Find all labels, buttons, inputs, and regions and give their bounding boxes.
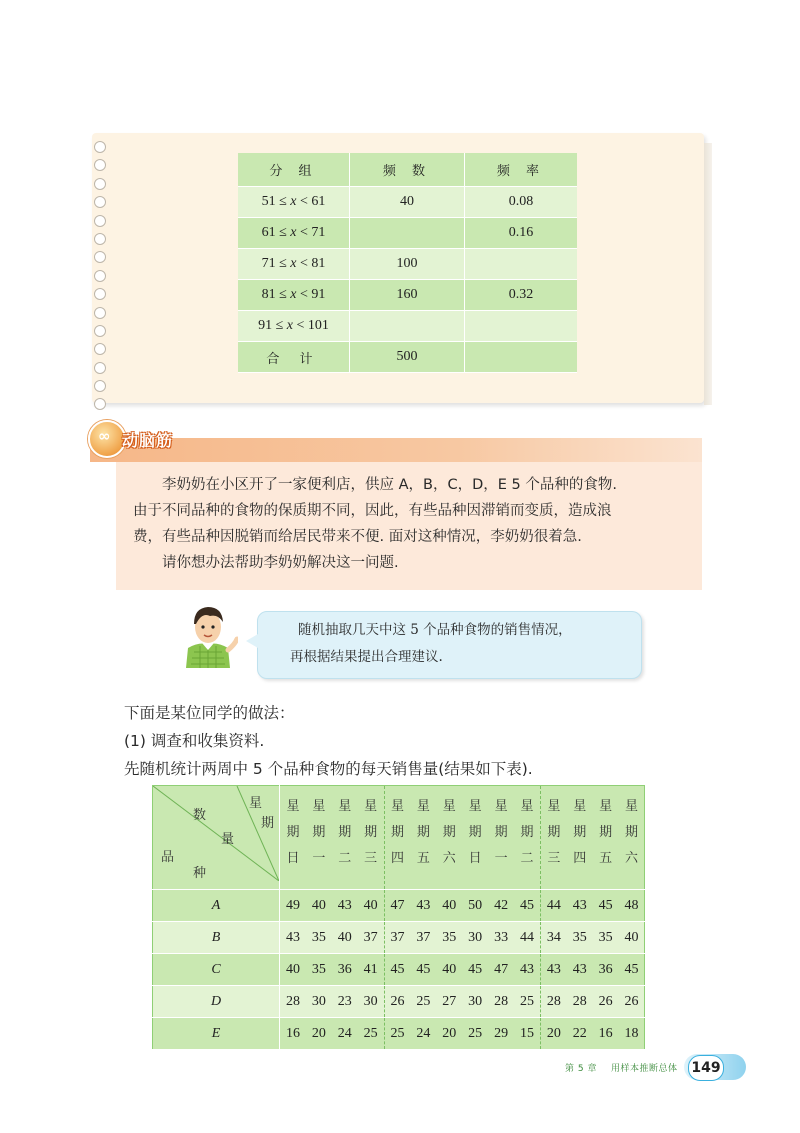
sales-value: 35 (306, 954, 332, 986)
sales-value: 28 (567, 986, 593, 1018)
sales-value: 43 (280, 922, 306, 954)
corner-cell (153, 786, 280, 890)
sales-value: 28 (488, 986, 514, 1018)
sales-value: 49 (280, 890, 306, 922)
range-low: 71 (261, 256, 276, 271)
food-kind-label: D (153, 986, 280, 1018)
brain-text (133, 472, 693, 576)
student-icon (178, 602, 238, 668)
total-label: 合 计 (238, 342, 350, 373)
sales-value: 40 (332, 922, 358, 954)
sales-value: 43 (540, 954, 566, 986)
page-number: 149 (688, 1055, 724, 1081)
sales-value: 28 (280, 986, 306, 1018)
rate-cell: 0.32 (465, 280, 578, 311)
sales-value: 23 (332, 986, 358, 1018)
brain-icon (88, 420, 126, 458)
sales-value: 43 (332, 890, 358, 922)
sales-value: 47 (488, 954, 514, 986)
sales-value: 25 (462, 1018, 488, 1050)
section-title: 动脑筋 (122, 431, 174, 450)
rate-cell: 0.08 (465, 187, 578, 218)
day-header: 星 期 一 (488, 786, 514, 890)
sales-value: 45 (384, 954, 410, 986)
food-kind-label: C (153, 954, 280, 986)
sales-value: 40 (280, 954, 306, 986)
sales-value: 37 (410, 922, 436, 954)
table-row (238, 249, 577, 280)
body-line: 下面是某位同学的做法： (124, 704, 295, 722)
day-header: 星 期 六 (619, 786, 645, 890)
count-cell: 160 (350, 280, 465, 311)
day-header: 星 期 日 (280, 786, 306, 890)
food-kind-label: A (153, 890, 280, 922)
bubble-line: 再根据结果提出合理建议. (290, 649, 443, 665)
table-row (153, 890, 645, 922)
day-header: 星 期 六 (436, 786, 462, 890)
sales-value: 20 (306, 1018, 332, 1050)
range-var: x (290, 287, 297, 302)
total-count: 500 (350, 342, 465, 373)
sales-value: 26 (593, 986, 619, 1018)
bubble-line: 随机抽取几天中这 5 个品种食物的销售情况， (298, 622, 572, 638)
sales-value: 44 (514, 922, 540, 954)
footer-text (565, 1061, 677, 1074)
sales-value: 44 (540, 890, 566, 922)
body-line: 先随机统计两周中 5 个品种食物的每天销售量(结果如下表). (124, 760, 533, 778)
frequency-table (238, 153, 577, 373)
range-high: 91 (311, 287, 326, 302)
ring-icon (94, 343, 106, 355)
sales-value: 16 (280, 1018, 306, 1050)
sales-value: 16 (593, 1018, 619, 1050)
range-var: x (286, 318, 293, 333)
sales-value: 15 (514, 1018, 540, 1050)
ring-icon (94, 325, 106, 337)
total-row (238, 342, 577, 373)
sales-value: 30 (358, 986, 384, 1018)
sales-table (152, 785, 645, 1050)
sales-value: 40 (436, 954, 462, 986)
footer-title: 用样本推断总体 (610, 1064, 678, 1074)
sales-value: 30 (462, 922, 488, 954)
total-rate (465, 342, 578, 373)
sales-value: 45 (462, 954, 488, 986)
sales-value: 43 (410, 890, 436, 922)
sales-value: 25 (358, 1018, 384, 1050)
range-var: x (290, 256, 297, 271)
range-low: 61 (261, 225, 276, 240)
day-header: 星 期 四 (567, 786, 593, 890)
rate-cell (465, 311, 578, 342)
ring-icon (94, 270, 106, 282)
corner-qty-label: 数 (193, 808, 207, 823)
group-range (238, 311, 350, 342)
table-row (153, 986, 645, 1018)
ring-icon (94, 141, 106, 153)
table-row (238, 218, 577, 249)
sales-value: 40 (358, 890, 384, 922)
range-low: 81 (261, 287, 276, 302)
brain-icon-glyph: ∞ (98, 427, 111, 445)
sales-value: 25 (410, 986, 436, 1018)
sales-value: 25 (514, 986, 540, 1018)
ring-icon (94, 307, 106, 319)
day-header: 星 期 一 (306, 786, 332, 890)
sales-body (153, 890, 645, 1050)
corner-day-label-1: 星 (249, 796, 263, 811)
food-kind-label: E (153, 1018, 280, 1050)
range-high: 71 (311, 225, 326, 240)
ring-icon (94, 380, 106, 392)
range-op: ≤ (272, 318, 287, 333)
sales-value: 35 (593, 922, 619, 954)
sales-value: 45 (619, 954, 645, 986)
sales-value: 40 (306, 890, 332, 922)
sales-value: 24 (410, 1018, 436, 1050)
sales-value: 30 (306, 986, 332, 1018)
frequency-header-row (238, 153, 577, 187)
sales-value: 35 (306, 922, 332, 954)
table-row (153, 1018, 645, 1050)
ring-icon (94, 251, 106, 263)
sales-value: 50 (462, 890, 488, 922)
range-var: x (290, 194, 297, 209)
header-count: 频 数 (350, 153, 465, 187)
sales-value: 48 (619, 890, 645, 922)
sales-value: 36 (332, 954, 358, 986)
day-header: 星 期 五 (593, 786, 619, 890)
range-high: 61 (311, 194, 326, 209)
ring-icon (94, 362, 106, 374)
sales-value: 40 (619, 922, 645, 954)
notebook-rings (94, 141, 108, 396)
range-op: < (296, 256, 312, 271)
corner-day-label-2: 期 (261, 816, 275, 831)
body-line: (1) 调查和收集资料. (124, 732, 265, 750)
table-row (238, 187, 577, 218)
brain-paragraph: 费，有些品种因脱销而给居民带来不便. 面对这种情况，李奶奶很着急. (133, 529, 582, 545)
sales-value: 37 (384, 922, 410, 954)
ring-icon (94, 288, 106, 300)
sales-value: 45 (514, 890, 540, 922)
brain-paragraph: 李奶奶在小区开了一家便利店，供应 A，B，C，D，E 5 个品种的食物. (162, 477, 617, 493)
range-op: < (296, 225, 312, 240)
range-op: ≤ (275, 225, 291, 240)
group-range (238, 280, 350, 311)
sales-value: 33 (488, 922, 514, 954)
day-header: 星 期 日 (462, 786, 488, 890)
sales-value: 43 (514, 954, 540, 986)
ring-icon (94, 178, 106, 190)
header-group: 分 组 (238, 153, 350, 187)
sales-value: 24 (332, 1018, 358, 1050)
range-high: 101 (307, 318, 329, 333)
sales-value: 35 (567, 922, 593, 954)
ring-icon (94, 196, 106, 208)
sales-value: 28 (540, 986, 566, 1018)
corner-kind-label: 品 (161, 850, 175, 865)
sales-value: 35 (436, 922, 462, 954)
count-cell: 100 (350, 249, 465, 280)
sales-value: 30 (462, 986, 488, 1018)
sales-value: 20 (436, 1018, 462, 1050)
ring-icon (94, 215, 106, 227)
range-op: ≤ (275, 287, 291, 302)
range-var: x (290, 225, 297, 240)
sales-value: 36 (593, 954, 619, 986)
corner-qty-label: 量 (221, 832, 235, 847)
table-row (238, 311, 577, 342)
brain-header-bar (90, 438, 702, 462)
rate-cell: 0.16 (465, 218, 578, 249)
range-op: < (296, 287, 312, 302)
sales-value: 42 (488, 890, 514, 922)
range-op: ≤ (275, 256, 291, 271)
rate-cell (465, 249, 578, 280)
sales-value: 34 (540, 922, 566, 954)
day-header: 星 期 二 (514, 786, 540, 890)
sales-value: 18 (619, 1018, 645, 1050)
range-high: 81 (311, 256, 326, 271)
count-cell (350, 311, 465, 342)
table-row (153, 954, 645, 986)
count-cell: 40 (350, 187, 465, 218)
sales-value: 47 (384, 890, 410, 922)
range-low: 51 (261, 194, 276, 209)
sales-value: 37 (358, 922, 384, 954)
sales-value: 43 (567, 954, 593, 986)
range-low: 91 (258, 318, 273, 333)
sales-value: 40 (436, 890, 462, 922)
table-row (238, 280, 577, 311)
day-header: 星 期 三 (540, 786, 566, 890)
sales-value: 27 (436, 986, 462, 1018)
group-range (238, 218, 350, 249)
sales-value: 45 (593, 890, 619, 922)
sales-value: 45 (410, 954, 436, 986)
brain-paragraph: 请你想办法帮助李奶奶解决这一问题. (162, 555, 399, 571)
day-header: 星 期 二 (332, 786, 358, 890)
range-op: ≤ (275, 194, 291, 209)
day-header: 星 期 三 (358, 786, 384, 890)
group-range (238, 187, 350, 218)
day-header: 星 期 四 (384, 786, 410, 890)
sales-value: 26 (384, 986, 410, 1018)
food-kind-label: B (153, 922, 280, 954)
sales-value: 25 (384, 1018, 410, 1050)
count-cell (350, 218, 465, 249)
ring-icon (94, 159, 106, 171)
speech-bubble-text (290, 617, 635, 671)
header-rate: 频 率 (465, 153, 578, 187)
sales-value: 41 (358, 954, 384, 986)
ring-icon (94, 233, 106, 245)
sales-value: 29 (488, 1018, 514, 1050)
footer-chapter: 第 5 章 (565, 1064, 597, 1074)
sales-value: 26 (619, 986, 645, 1018)
sales-value: 43 (567, 890, 593, 922)
sales-value: 22 (567, 1018, 593, 1050)
ring-icon (94, 398, 106, 410)
sales-header-row (153, 786, 645, 890)
day-header: 星 期 五 (410, 786, 436, 890)
brain-paragraph: 由于不同品种的食物的保质期不同，因此，有些品种因滞销而变质，造成浪 (133, 503, 612, 519)
range-op: < (293, 318, 308, 333)
sales-value: 20 (540, 1018, 566, 1050)
group-range (238, 249, 350, 280)
corner-kind-label: 种 (193, 866, 207, 881)
table-row (153, 922, 645, 954)
range-op: < (296, 194, 312, 209)
